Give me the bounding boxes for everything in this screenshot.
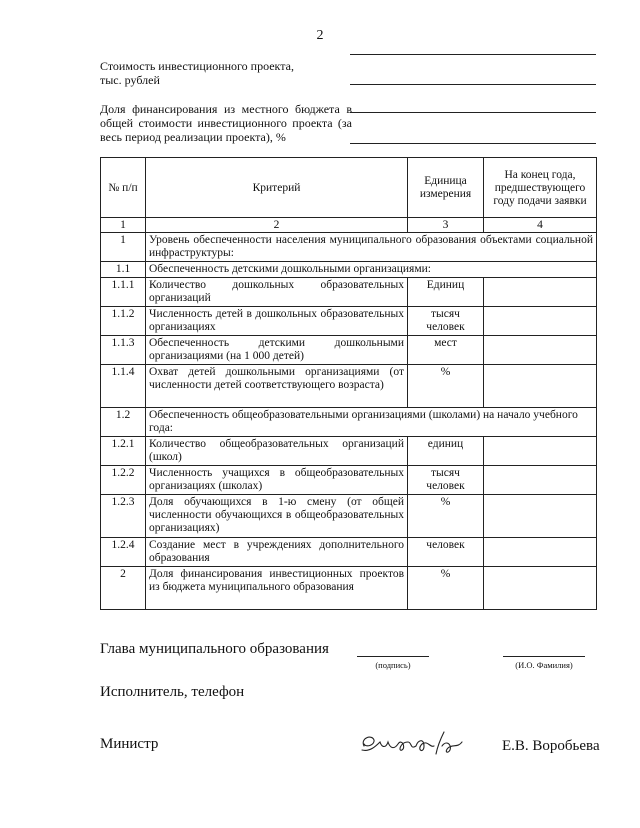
- name-caption: (И.О. Фамилия): [515, 660, 573, 670]
- minister-name: Е.В. Воробьева: [502, 738, 600, 754]
- row-criterion: Количество общеобразовательных организаций (школ): [146, 437, 408, 466]
- minister-label: Министр: [100, 736, 159, 752]
- table-row: [101, 365, 597, 408]
- row-criterion: Обеспеченность общеобразовательными организациями (школами) на начало учебного года:: [146, 408, 597, 437]
- row-value-cell[interactable]: [484, 538, 597, 567]
- row-unit: тысяч человек: [408, 307, 484, 336]
- cost-value-line-2[interactable]: [350, 84, 596, 85]
- row-value-cell[interactable]: [484, 336, 597, 365]
- col-number: 2: [146, 218, 408, 233]
- table-row: [101, 262, 597, 278]
- row-unit: тысяч человек: [408, 466, 484, 495]
- row-value-cell[interactable]: [484, 307, 597, 336]
- row-criterion: Уровень обеспеченности населения муниципального образования объектами социальной инфраструктуры:: [146, 233, 597, 262]
- row-unit: %: [408, 365, 484, 408]
- row-value-cell[interactable]: [484, 495, 597, 538]
- row-unit: единиц: [408, 437, 484, 466]
- head-label: Глава муниципального образования: [100, 641, 329, 657]
- row-value-cell[interactable]: [484, 466, 597, 495]
- row-num: 1: [101, 233, 146, 262]
- row-criterion: Количество дошкольных образовательных организаций: [146, 278, 408, 307]
- header-value: На конец года, предшествующего году подачи заявки: [484, 158, 597, 218]
- row-criterion: Обеспеченность детскими дошкольными организациями:: [146, 262, 597, 278]
- row-criterion: Численность учащихся в общеобразовательных организациях (школах): [146, 466, 408, 495]
- row-unit: %: [408, 567, 484, 610]
- page-number: 2: [316, 28, 324, 43]
- row-unit: мест: [408, 336, 484, 365]
- row-criterion: Создание мест в учреждениях дополнительного образования: [146, 538, 408, 567]
- row-num: 1.1.3: [101, 336, 146, 365]
- table-row: [101, 538, 597, 567]
- share-label: Доля финансирования из местного бюджета в общей стоимости инвестиционного проекта (за весь период реализации проекта), %: [100, 102, 352, 144]
- table-row: [101, 466, 597, 495]
- handwritten-signature: [358, 724, 468, 764]
- cost-label-line2: тыс. рублей: [100, 73, 160, 87]
- table-row: [101, 336, 597, 365]
- table-row: [101, 233, 597, 262]
- share-value-line-1[interactable]: [350, 112, 596, 113]
- row-criterion: Доля обучающихся в 1-ю смену (от общей численности обучающихся в общеобразовательных организациях): [146, 495, 408, 538]
- cost-label-line1: Стоимость инвестиционного проекта,: [100, 59, 294, 73]
- row-num: 1.2.3: [101, 495, 146, 538]
- column-numbers-row: [101, 218, 597, 233]
- row-num: 2: [101, 567, 146, 610]
- cost-value-line-1[interactable]: [350, 54, 596, 55]
- table-row: [101, 567, 597, 610]
- row-value-cell[interactable]: [484, 365, 597, 408]
- row-num: 1.1.2: [101, 307, 146, 336]
- row-value-cell[interactable]: [484, 278, 597, 307]
- col-number: 4: [484, 218, 597, 233]
- row-num: 1.1.4: [101, 365, 146, 408]
- row-num: 1.2: [101, 408, 146, 437]
- col-number: 3: [408, 218, 484, 233]
- table-header-row: [101, 158, 597, 218]
- row-num: 1.1: [101, 262, 146, 278]
- name-line[interactable]: [503, 656, 585, 657]
- row-num: 1.2.4: [101, 538, 146, 567]
- header-criterion: Критерий: [146, 158, 408, 218]
- criteria-table: [100, 157, 597, 610]
- row-unit: человек: [408, 538, 484, 567]
- row-criterion: Охват детей дошкольными организациями (от численности детей соответствующего возраста): [146, 365, 408, 408]
- table-row: [101, 278, 597, 307]
- table-row: [101, 307, 597, 336]
- row-num: 1.2.1: [101, 437, 146, 466]
- share-value-line-2[interactable]: [350, 143, 596, 144]
- row-criterion: Обеспеченность детскими дошкольными организациями (на 1 000 детей): [146, 336, 408, 365]
- header-num: № п/п: [101, 158, 146, 218]
- row-num: 1.2.2: [101, 466, 146, 495]
- row-criterion: Доля финансирования инвестиционных проектов из бюджета муниципального образования: [146, 567, 408, 610]
- row-num: 1.1.1: [101, 278, 146, 307]
- signature-line[interactable]: [357, 656, 429, 657]
- row-value-cell[interactable]: [484, 437, 597, 466]
- row-unit: %: [408, 495, 484, 538]
- cost-label: [100, 59, 330, 87]
- table-row: [101, 408, 597, 437]
- row-value-cell[interactable]: [484, 567, 597, 610]
- row-criterion: Численность детей в дошкольных образовательных организациях: [146, 307, 408, 336]
- signature-caption: (подпись): [375, 660, 411, 670]
- row-unit: Единиц: [408, 278, 484, 307]
- table-row: [101, 437, 597, 466]
- table-row: [101, 495, 597, 538]
- header-unit: Единица измерения: [408, 158, 484, 218]
- executor-label: Исполнитель, телефон: [100, 684, 245, 700]
- col-number: 1: [101, 218, 146, 233]
